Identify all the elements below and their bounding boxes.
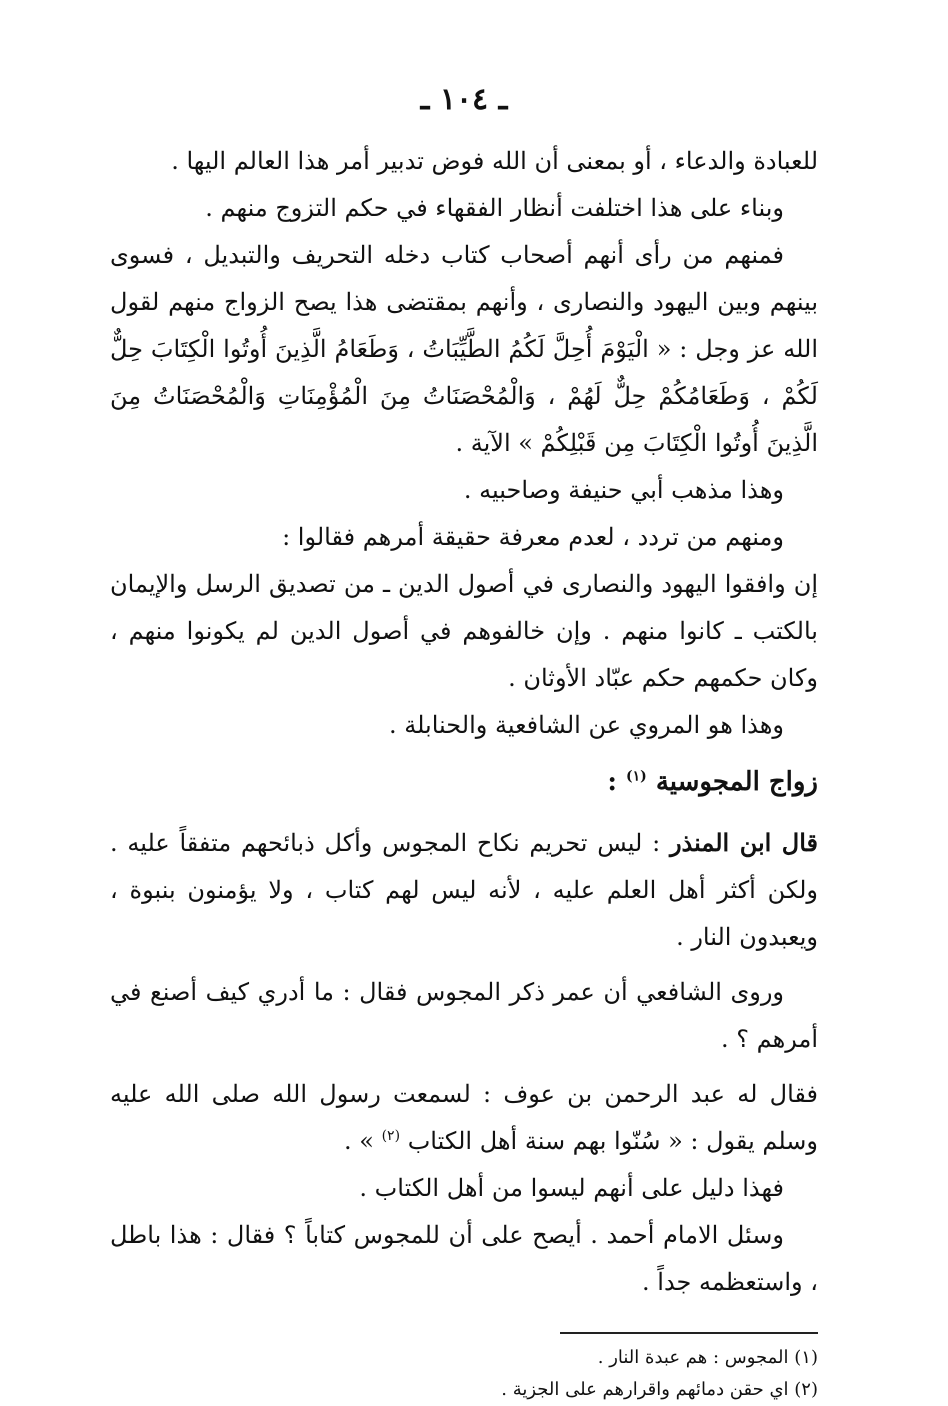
paragraph-5: ومنهم من تردد ، لعدم معرفة حقيقة أمرهم فقالوا : (282, 523, 784, 551)
footnote-2: (٢) اي حقن دمائهم واقرارهم على الجزية . (501, 1379, 818, 1400)
abdulrahman-close: » . (343, 1127, 374, 1155)
paragraph-6: إن وافقوا اليهود والنصارى في أصول الدين ـ من تصديق الرسل والإيمان بالكتب ـ كانوا منهم . وإن خالفوهم في أصول الدين لم يكونوا منهم ، وكان حكمهم حكم عبّاد الأوثان . (110, 570, 818, 692)
ibn-munzir-text: : ليس تحريم نكاح المجوس وأكل ذبائحهم متفقاً عليه . ولكن أكثر أهل العلم عليه ، لأنه ليس لهم كتاب ، ولا يؤمنون بنبوة ، ويعبدون النار . (110, 829, 818, 951)
footnote-divider (560, 1332, 818, 1334)
paragraph-ahmad: وسئل الامام أحمد . أيصح على أن للمجوس كتاباً ؟ فقال : هذا باطل ، واستعظمه جداً . (110, 1221, 818, 1296)
paragraph-4: وهذا مذهب أبي حنيفة وصاحبيه . (463, 476, 784, 504)
paragraph-shafii: وروى الشافعي أن عمر ذكر المجوس فقال : ما أدري كيف أصنع في أمرهم ؟ . (110, 978, 818, 1053)
paragraph-ibn-munzir (110, 819, 818, 961)
section-heading (110, 755, 818, 809)
footnote-ref-2: (٢) (381, 1128, 401, 1144)
section-heading-text: زواج المجوسية (655, 767, 818, 797)
footnotes (110, 1342, 818, 1406)
section-heading-colon: : (607, 767, 617, 797)
footnote-1: (١) المجوس : هم عبدة النار . (597, 1347, 818, 1368)
main-text (110, 138, 818, 1306)
footnote-ref-1: (١) (626, 768, 647, 785)
ibn-munzir-name: قال ابن المنذر (669, 828, 818, 857)
paragraph-abdulrahman (110, 1071, 818, 1165)
page-number: ـ ١٠٤ ـ (420, 82, 508, 117)
paragraph-1: للعبادة والدعاء ، أو بمعنى أن الله فوض تدبير أمر هذا العالم اليها . (171, 147, 818, 175)
paragraph-2: وبناء على هذا اختلفت أنظار الفقهاء في حكم التزوج منهم . (205, 194, 784, 222)
paragraph-7: وهذا هو المروي عن الشافعية والحنابلة . (388, 711, 784, 739)
book-page (110, 80, 818, 1406)
paragraph-3: فمنهم من رأى أنهم أصحاب كتاب دخله التحريف والتبديل ، فسوى بينهم وبين اليهود والنصارى ، وأنهم بمقتضى هذا يصح الزواج منهم لقول الله عز وجل : « الْيَوْمَ أُحِلَّ لَكُمُ الطَّيِّبَاتُ ، وَطَعَامُ الَّذِينَ أُوتُوا الْكِتَابَ حِلٌّ لَكُمْ ، وَطَعَامُكُمْ حِلٌّ لَهُمْ ، وَالْمُحْصَنَاتُ مِنَ الْمُؤْمِنَاتِ وَالْمُحْصَنَاتُ مِنَ الَّذِينَ أُوتُوا الْكِتَابَ مِن قَبْلِكُمْ » الآية . (110, 241, 818, 457)
abdulrahman-text: فقال له عبد الرحمن بن عوف : لسمعت رسول الله صلى الله عليه وسلم يقول : « سُنّوا بهم سنة أهل الكتاب (110, 1080, 818, 1155)
paragraph-evidence: فهذا دليل على أنهم ليسوا من أهل الكتاب . (359, 1174, 784, 1202)
